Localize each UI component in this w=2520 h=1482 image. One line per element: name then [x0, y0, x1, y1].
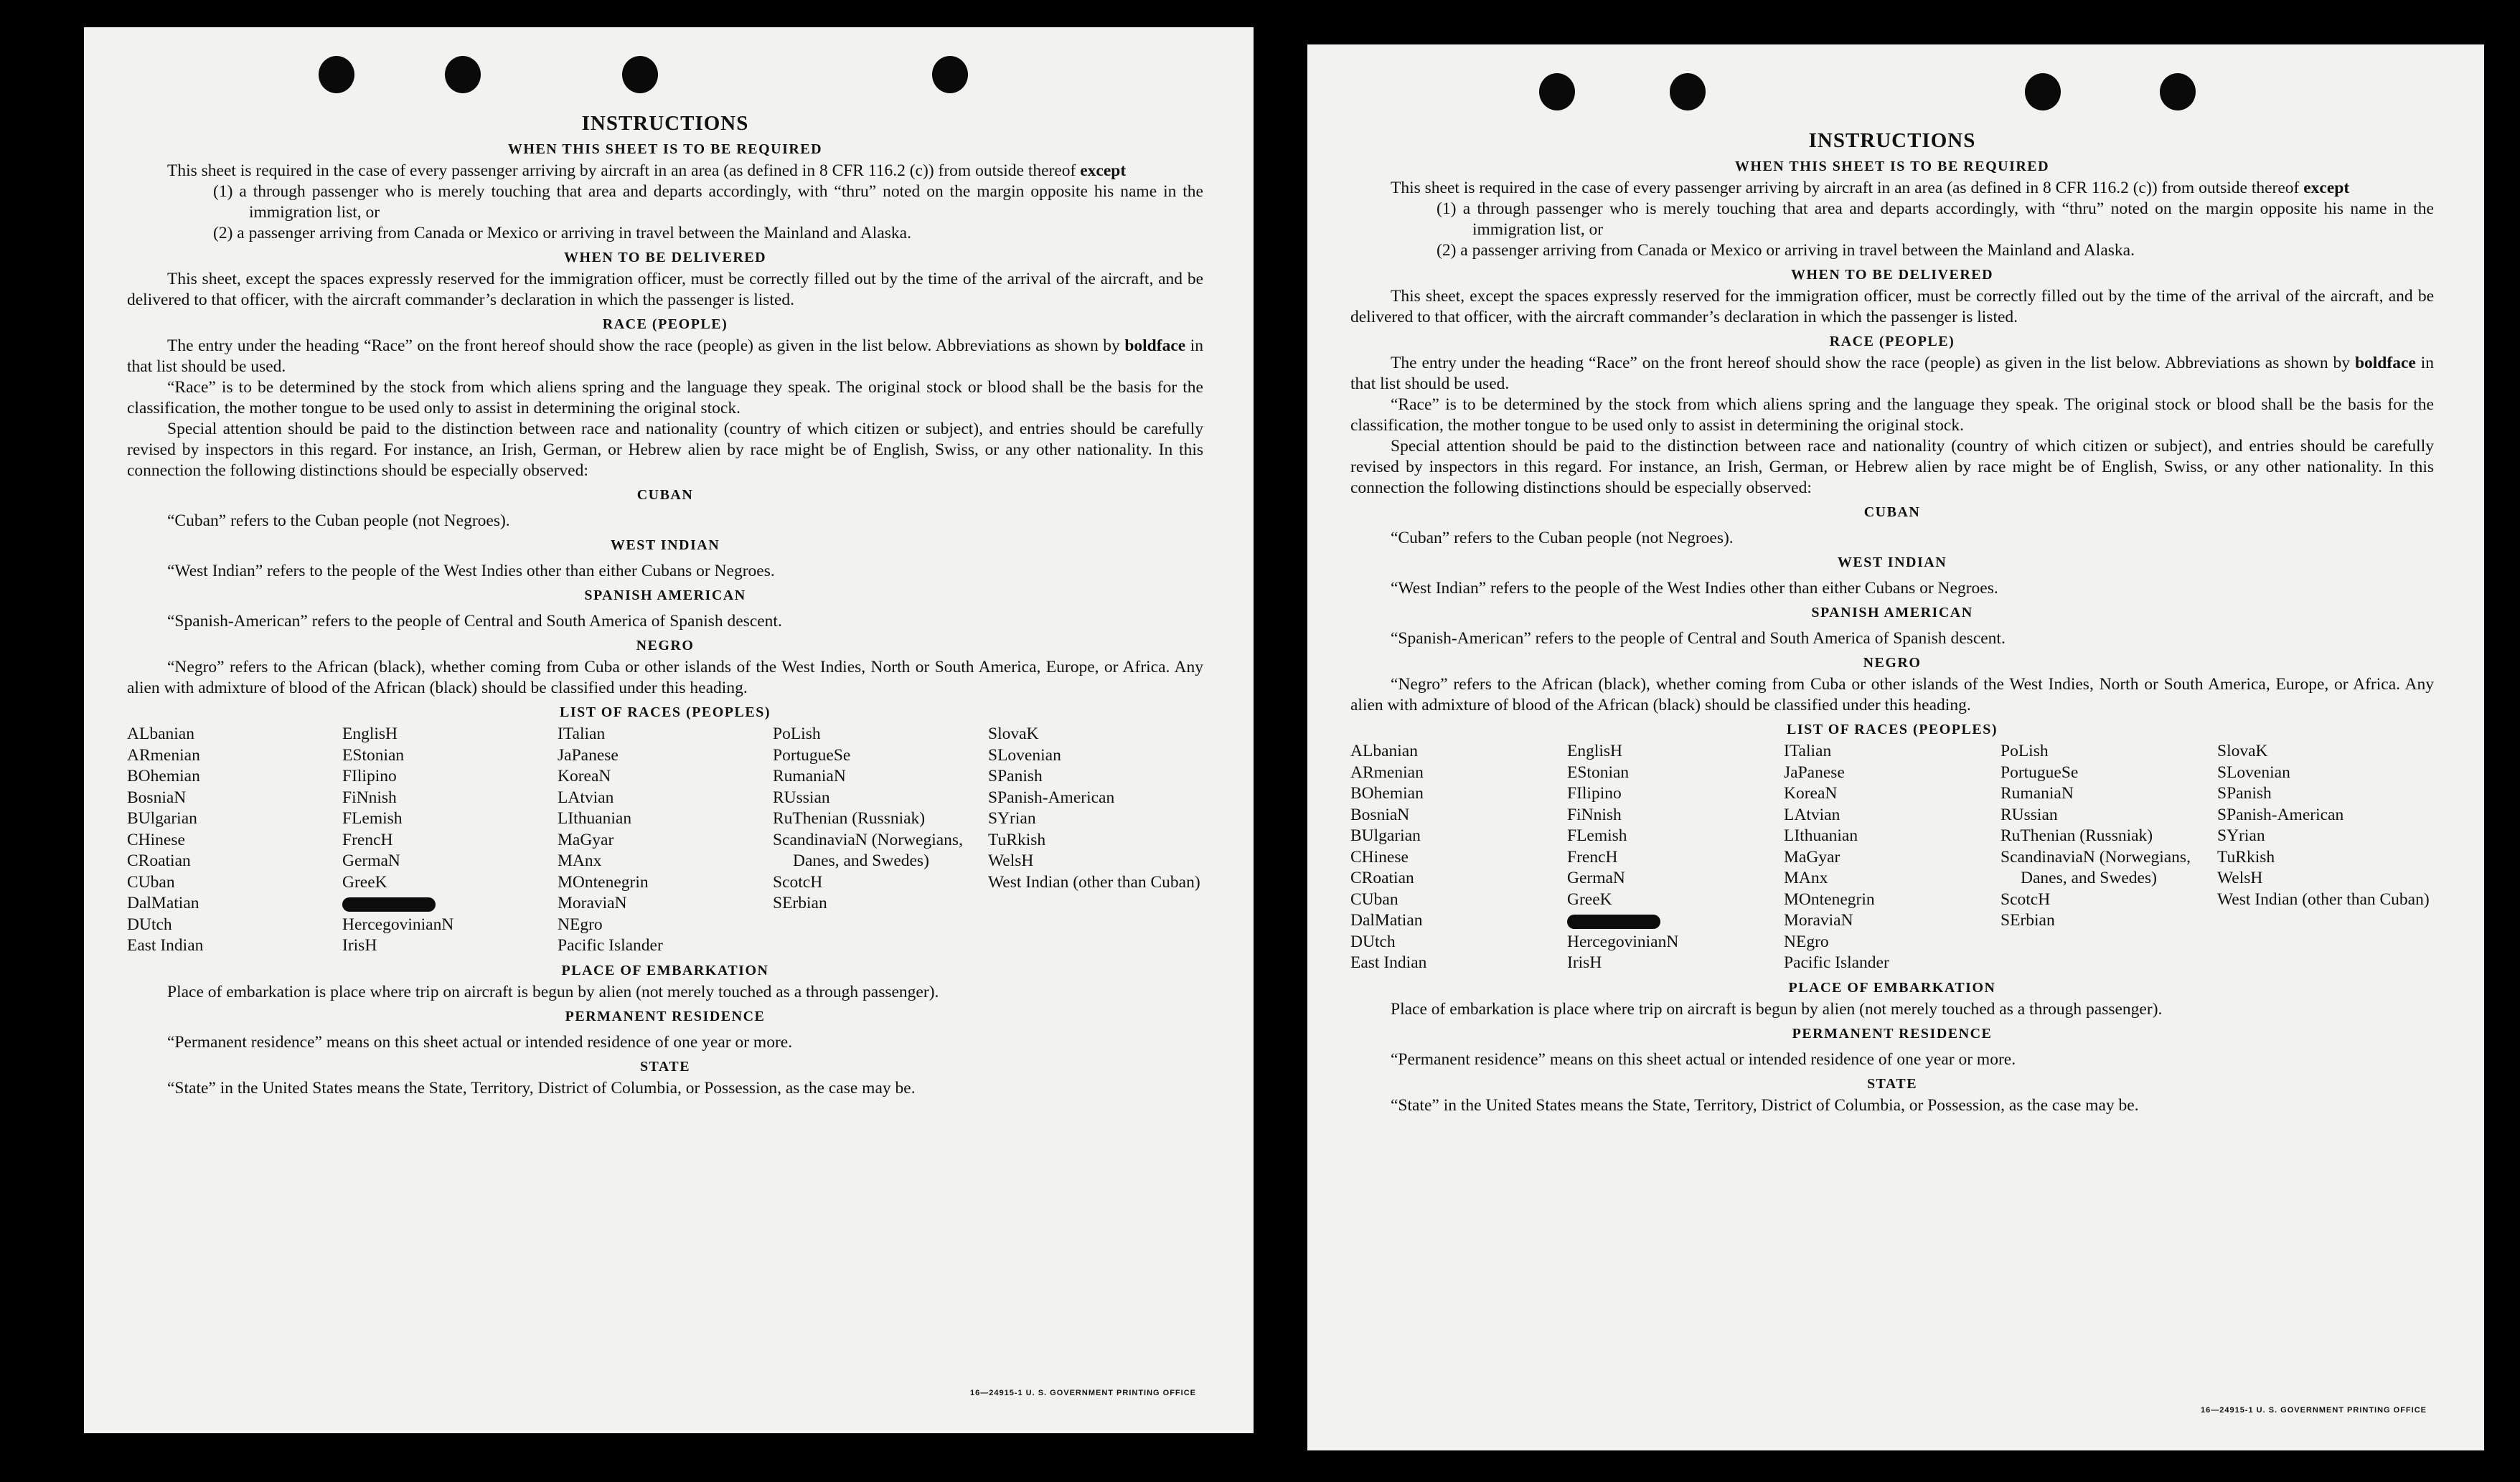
document-page-left — [84, 27, 1254, 1433]
heading-negro: NEGRO — [1863, 655, 1922, 671]
race-item: DalMatian — [127, 894, 199, 912]
document-page-right — [1307, 44, 2484, 1450]
race-item: JaPanese — [558, 745, 619, 765]
punch-hole — [932, 56, 968, 93]
races-column — [342, 724, 558, 957]
heading-residence: PERMANENT RESIDENCE — [565, 1008, 766, 1024]
race-item: SErbian — [2001, 911, 2055, 930]
race-item: GreeK — [342, 872, 387, 892]
race-item: BUlgarian — [127, 809, 197, 828]
race-item: CRoatian — [1350, 869, 1414, 887]
race-item: SYrian — [988, 809, 1036, 828]
race-item: FLemish — [342, 809, 403, 828]
state-text: “State” in the United States means the State, Territory, District of Columbia, or Possession, as the case may be. — [1391, 1095, 2139, 1115]
when-required-intro: This sheet is required in the case of every passenger arriving by aircraft in an area (as defined in 8 CFR 116.2 (c)) from outside thereof except — [167, 161, 1127, 180]
race-item: RUssian — [2001, 805, 2058, 824]
spanish-american-text: “Spanish-American” refers to the people of Central and South America of Spanish descent. — [167, 612, 782, 631]
race-item: WelsH — [2217, 869, 2263, 887]
race-item: SLovenian — [988, 745, 1061, 765]
race-item: IrisH — [1567, 953, 1602, 972]
races-column — [127, 724, 342, 957]
race-item: BUlgarian — [1350, 826, 1421, 845]
race-item: RuThenian (Russniak) — [2001, 826, 2153, 845]
west-indian-text: “West Indian” refers to the people of the West Indies other than either Cubans or Negroes. — [167, 562, 775, 580]
race-item: KoreaN — [1784, 784, 1838, 803]
exception-item-1: (1) a through passenger who is merely touching that area and departs accordingly, with “thru” noted on the margin opposite his name in the immigration list, or — [213, 182, 1203, 222]
west-indian-text: “West Indian” refers to the people of the West Indies other than either Cubans or Negroes. — [1391, 579, 1998, 598]
race-item: East Indian — [1350, 953, 1427, 972]
race-item: SPanish — [2217, 784, 2272, 803]
heading-when-required: WHEN THIS SHEET IS TO BE REQUIRED — [507, 141, 823, 157]
race-item: FiNnish — [342, 788, 397, 807]
race-item: CRoatian — [127, 851, 191, 870]
heading-race: RACE (PEOPLE) — [1829, 334, 1955, 349]
race-item: ARmenian — [127, 745, 200, 765]
race-item: ScandinaviaN (Norwegians, Danes, and Swedes) — [2001, 847, 2191, 887]
race-p2: “Race” is to be determined by the stock from which aliens spring and the language they speak. The original stock or blood shall be the basis for the classification, the mother tongue to be used only to assist in determining the original stock. — [1350, 395, 2434, 435]
when-delivered-text: This sheet, except the spaces expressly reserved for the immigration officer, must be correctly filled out by the time of the arrival of the aircraft, and be delivered to that officer, with the aircraft commander’s declaration in which the passenger is listed. — [127, 270, 1203, 309]
race-item: SLovenian — [2217, 763, 2290, 782]
race-item: FrencH — [1567, 847, 1618, 867]
when-required-intro: This sheet is required in the case of every passenger arriving by aircraft in an area (as defined in 8 CFR 116.2 (c)) from outside thereof except — [1391, 179, 2350, 197]
heading-when-delivered: WHEN TO BE DELIVERED — [1790, 267, 1994, 283]
races-column — [558, 724, 773, 957]
exception-item-2: (2) a passenger arriving from Canada or Mexico or arriving in travel between the Mainland and Alaska. — [1437, 241, 2135, 260]
race-item: PortugueSe — [2001, 763, 2079, 782]
race-item: HercegovinianN — [1567, 932, 1679, 951]
race-item: ScotcH — [2001, 889, 2051, 909]
race-item: EStonian — [342, 745, 405, 765]
race-item: MOntenegrin — [558, 872, 649, 892]
heading-spanish-american: SPANISH AMERICAN — [1811, 605, 1973, 620]
race-item: HercegovinianN — [342, 915, 454, 934]
race-item: ScotcH — [773, 872, 823, 892]
races-table — [127, 724, 1203, 957]
race-item: RumaniaN — [773, 767, 846, 785]
punch-hole — [445, 56, 481, 93]
heading-when-delivered: WHEN TO BE DELIVERED — [563, 250, 767, 265]
race-item: ARmenian — [1350, 763, 1424, 782]
redaction-mark — [1567, 910, 1784, 932]
race-item: CUban — [127, 872, 175, 892]
instructions-content — [1350, 129, 2434, 1116]
spanish-american-text: “Spanish-American” refers to the people of Central and South America of Spanish descent. — [1391, 629, 2006, 648]
race-item: LAtvian — [1784, 805, 1840, 824]
race-item: MaGyar — [558, 830, 614, 849]
races-column — [1567, 741, 1784, 974]
race-item: PoLish — [2001, 742, 2049, 760]
embarkation-text: Place of embarkation is place where trip on aircraft is begun by alien (not merely touched as a through passenger). — [167, 982, 939, 1001]
title: INSTRUCTIONS — [1808, 129, 1976, 152]
race-item: FIlipino — [1567, 784, 1622, 803]
exception-item-2: (2) a passenger arriving from Canada or Mexico or arriving in travel between the Mainland and Alaska. — [213, 224, 911, 242]
race-item: TuRkish — [2217, 847, 2275, 867]
race-item: GermaN — [342, 851, 400, 870]
punch-hole — [1670, 73, 1706, 110]
race-item: ALbanian — [127, 725, 194, 743]
race-p2: “Race” is to be determined by the stock from which aliens spring and the language they speak. The original stock or blood shall be the basis for the classification, the mother tongue to be used only to assist in determining the original stock. — [127, 378, 1203, 417]
race-item: MoraviaN — [1784, 911, 1853, 930]
embarkation-text: Place of embarkation is place where trip on aircraft is begun by alien (not merely touched as a through passenger). — [1391, 999, 2163, 1019]
heading-embarkation: PLACE OF EMBARKATION — [1788, 979, 1996, 996]
punch-hole — [622, 56, 658, 93]
punch-hole — [1539, 73, 1575, 110]
race-item: Pacific Islander — [558, 936, 663, 955]
races-column — [2217, 741, 2434, 974]
race-item: SErbian — [773, 894, 827, 912]
race-p3: Special attention should be paid to the distinction between race and nationality (country of which citizen or subject), and entries should be carefully revised by inspectors in this regard. For instance, an Irish, German, or Hebrew alien by race might be of English, Swiss, or any other nationality. In this connection the following distinctions should be especially observed: — [1350, 437, 2434, 497]
race-item: BosniaN — [1350, 805, 1410, 824]
races-table — [1350, 741, 2434, 974]
punch-hole — [2160, 73, 2196, 110]
race-item: SlovaK — [988, 725, 1039, 743]
residence-text: “Permanent residence” means on this sheet actual or intended residence of one year or more. — [1391, 1049, 2016, 1069]
race-item: MOntenegrin — [1784, 889, 1875, 909]
race-p3: Special attention should be paid to the distinction between race and nationality (country of which citizen or subject), and entries should be carefully revised by inspectors in this regard. For instance, an Irish, German, or Hebrew alien by race might be of English, Swiss, or any other nationality. In this connection the following distinctions should be especially observed: — [127, 420, 1203, 480]
race-item: ITalian — [558, 725, 606, 743]
race-item: West Indian (other than Cuban) — [988, 872, 1200, 892]
race-item: SYrian — [2217, 826, 2265, 845]
race-item: MoraviaN — [558, 894, 627, 912]
punch-hole — [319, 56, 354, 93]
heading-negro: NEGRO — [636, 638, 695, 653]
race-item: PoLish — [773, 725, 821, 743]
punch-hole — [2025, 73, 2061, 110]
race-p1: The entry under the heading “Race” on the front hereof should show the race (people) as given in the list below. Abbreviations as shown by boldface in that list should be used. — [1350, 354, 2435, 393]
heading-cuban: CUBAN — [1863, 504, 1921, 520]
residence-text: “Permanent residence” means on this sheet actual or intended residence of one year or more. — [167, 1032, 793, 1052]
race-item: JaPanese — [1784, 763, 1845, 782]
exception-item-1: (1) a through passenger who is merely touching that area and departs accordingly, with “thru” noted on the margin opposite his name in the immigration list, or — [1437, 199, 2434, 239]
race-item: EnglisH — [342, 725, 398, 743]
race-item: MaGyar — [1784, 847, 1840, 867]
race-item: ALbanian — [1350, 742, 1418, 760]
race-item: CUban — [1350, 889, 1398, 909]
race-item: LIthuanian — [558, 809, 632, 828]
race-item: MAnx — [558, 851, 602, 870]
print-footer: 16—24915-1 U. S. GOVERNMENT PRINTING OFFICE — [969, 1389, 1196, 1397]
race-item: LIthuanian — [1784, 826, 1858, 845]
heading-embarkation: PLACE OF EMBARKATION — [561, 962, 769, 978]
race-item: ITalian — [1784, 742, 1832, 760]
title: INSTRUCTIONS — [581, 112, 749, 135]
heading-race: RACE (PEOPLE) — [602, 316, 728, 332]
when-delivered-text: This sheet, except the spaces expressly reserved for the immigration officer, must be correctly filled out by the time of the arrival of the aircraft, and be delivered to that officer, with the aircraft commander’s declaration in which the passenger is listed. — [1350, 287, 2434, 326]
race-item: BosniaN — [127, 788, 187, 807]
heading-residence: PERMANENT RESIDENCE — [1792, 1025, 1993, 1042]
race-item: DUtch — [1350, 932, 1396, 951]
race-item: EnglisH — [1567, 742, 1623, 760]
cuban-text: “Cuban” refers to the Cuban people (not Negroes). — [167, 511, 510, 530]
heading-cuban: CUBAN — [636, 487, 694, 503]
races-column — [988, 724, 1203, 957]
instructions-content — [127, 112, 1203, 1099]
races-column — [773, 724, 988, 957]
race-item: BOhemian — [127, 767, 200, 785]
race-item: FIlipino — [342, 767, 397, 785]
race-item: RumaniaN — [2001, 784, 2074, 803]
heading-list-of-races: LIST OF RACES (PEOPLES) — [559, 704, 771, 720]
cuban-text: “Cuban” refers to the Cuban people (not Negroes). — [1391, 529, 1734, 547]
print-footer: 16—24915-1 U. S. GOVERNMENT PRINTING OFFICE — [2200, 1406, 2427, 1415]
negro-text: “Negro” refers to the African (black), whether coming from Cuba or other islands of the West Indies, North or South America, Europe, or Africa. Any alien with admixture of blood of the African (black) should be classified under this heading. — [127, 658, 1203, 697]
race-item: PortugueSe — [773, 745, 851, 765]
race-item: CHinese — [1350, 847, 1409, 867]
race-item: SlovaK — [2217, 742, 2268, 760]
race-item: West Indian (other than Cuban) — [2217, 889, 2430, 909]
race-item: NEgro — [558, 915, 603, 934]
heading-when-required: WHEN THIS SHEET IS TO BE REQUIRED — [1734, 159, 2050, 174]
race-item: SPanish — [988, 767, 1043, 785]
heading-west-indian: WEST INDIAN — [610, 537, 720, 553]
races-column — [1784, 741, 2001, 974]
race-item: BOhemian — [1350, 784, 1424, 803]
race-item: GermaN — [1567, 869, 1625, 887]
race-item: RuThenian (Russniak) — [773, 809, 926, 828]
race-item: FLemish — [1567, 826, 1627, 845]
race-item: MAnx — [1784, 869, 1828, 887]
race-item: CHinese — [127, 830, 185, 849]
race-item: FrencH — [342, 830, 393, 849]
race-item: SPanish-American — [2217, 805, 2344, 824]
race-item: FiNnish — [1567, 805, 1622, 824]
race-item: LAtvian — [558, 788, 614, 807]
race-item: ScandinaviaN (Norwegians, Danes, and Swedes) — [773, 830, 963, 870]
race-item: East Indian — [127, 936, 204, 955]
heading-west-indian: WEST INDIAN — [1837, 554, 1947, 570]
races-column — [2001, 741, 2217, 974]
negro-text: “Negro” refers to the African (black), whether coming from Cuba or other islands of the West Indies, North or South America, Europe, or Africa. Any alien with admixture of blood of the African (black) should be classified under this heading. — [1350, 675, 2434, 714]
race-item: Pacific Islander — [1784, 953, 1889, 972]
race-item: IrisH — [342, 936, 377, 955]
race-p1: The entry under the heading “Race” on the front hereof should show the race (people) as given in the list below. Abbreviations as shown by boldface in that list should be used. — [127, 336, 1203, 376]
race-item: NEgro — [1784, 932, 1829, 951]
race-item: DalMatian — [1350, 911, 1423, 930]
heading-list-of-races: LIST OF RACES (PEOPLES) — [1786, 722, 1998, 737]
race-item: GreeK — [1567, 889, 1612, 909]
race-item: SPanish-American — [988, 788, 1115, 807]
heading-state: STATE — [639, 1058, 691, 1075]
races-column — [1350, 741, 1567, 974]
heading-state: STATE — [1866, 1075, 1918, 1092]
race-item: KoreaN — [558, 767, 611, 785]
state-text: “State” in the United States means the State, Territory, District of Columbia, or Possession, as the case may be. — [167, 1078, 916, 1098]
race-item: RUssian — [773, 788, 830, 807]
race-item: WelsH — [988, 851, 1034, 870]
redaction-mark — [342, 893, 558, 915]
race-item: DUtch — [127, 915, 172, 934]
heading-spanish-american: SPANISH AMERICAN — [584, 587, 746, 603]
race-item: EStonian — [1567, 763, 1630, 782]
race-item: TuRkish — [988, 830, 1046, 849]
